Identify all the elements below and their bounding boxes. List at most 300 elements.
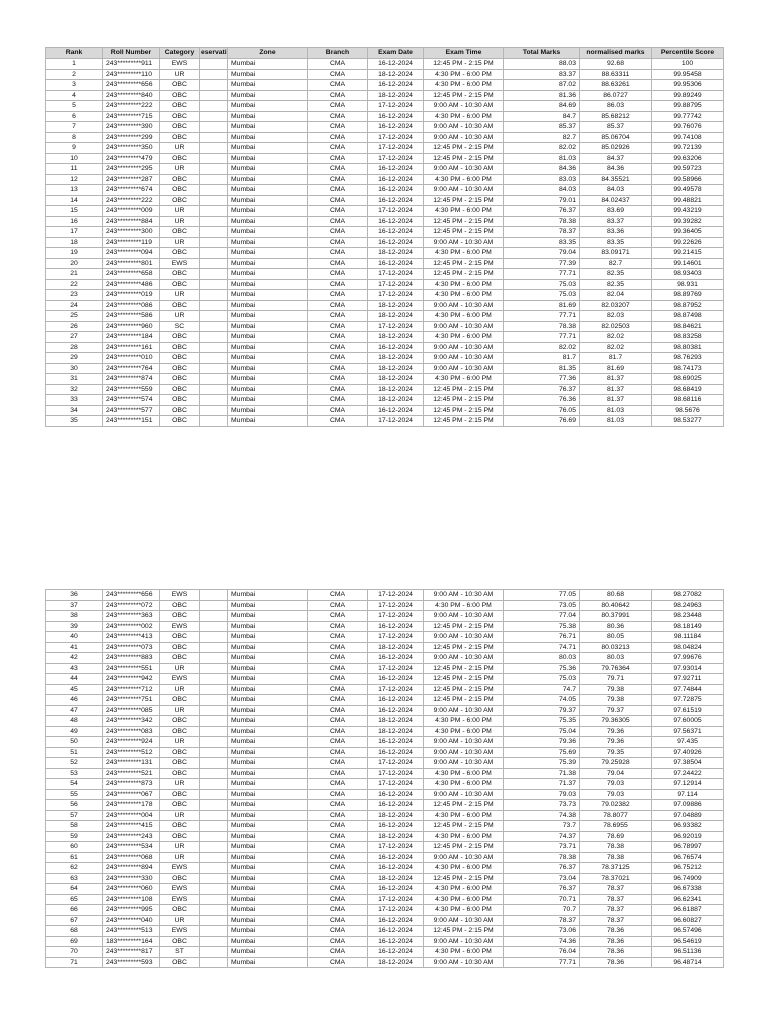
- exam-time-cell: 9:00 AM - 10:30 AM: [424, 237, 504, 248]
- exam-date-cell: 17-12-2024: [368, 663, 424, 674]
- branch-cell: CMA: [308, 674, 368, 685]
- rank-cell: 11: [46, 164, 103, 175]
- percentile-score-cell: 97.56371: [652, 726, 724, 737]
- total-marks-cell: 82.02: [504, 143, 580, 154]
- total-marks-cell: 73.04: [504, 873, 580, 884]
- zone-cell: Mumbai: [228, 353, 308, 364]
- zone-cell: Mumbai: [228, 395, 308, 406]
- branch-cell: CMA: [308, 416, 368, 427]
- rank-cell: 14: [46, 195, 103, 206]
- exam-date-cell: 17-12-2024: [368, 153, 424, 164]
- reservation-cell: [200, 237, 228, 248]
- exam-time-cell: 4:30 PM - 6:00 PM: [424, 290, 504, 301]
- normalised-marks-cell: 78.36: [580, 926, 652, 937]
- exam-date-cell: 17-12-2024: [368, 758, 424, 769]
- exam-time-cell: 4:30 PM - 6:00 PM: [424, 905, 504, 916]
- total-marks-cell: 75.35: [504, 716, 580, 727]
- roll-number-cell: 243*********067: [103, 789, 160, 800]
- roll-number-cell: 243*********656: [103, 80, 160, 91]
- reservation-cell: [200, 674, 228, 685]
- reservation-cell: [200, 957, 228, 968]
- percentile-score-cell: 98.23448: [652, 611, 724, 622]
- rank-cell: 64: [46, 884, 103, 895]
- rank-cell: 16: [46, 216, 103, 227]
- table-row: [46, 237, 724, 248]
- normalised-marks-cell: 81.37: [580, 374, 652, 385]
- roll-number-cell: 243*********086: [103, 300, 160, 311]
- branch-cell: CMA: [308, 185, 368, 196]
- zone-cell: Mumbai: [228, 311, 308, 322]
- total-marks-cell: 77.04: [504, 611, 580, 622]
- table-row: [46, 600, 724, 611]
- rank-cell: 30: [46, 363, 103, 374]
- table-row: [46, 122, 724, 133]
- exam-date-cell: 18-12-2024: [368, 726, 424, 737]
- roll-number-cell: 243*********151: [103, 416, 160, 427]
- rank-cell: 18: [46, 237, 103, 248]
- zone-cell: Mumbai: [228, 143, 308, 154]
- percentile-score-cell: 96.75212: [652, 863, 724, 874]
- reservation-cell: [200, 69, 228, 80]
- rank-cell: 45: [46, 684, 103, 695]
- reservation-cell: [200, 863, 228, 874]
- header-normalised-marks: normalised marks: [580, 48, 652, 59]
- normalised-marks-cell: 78.36: [580, 936, 652, 947]
- zone-cell: Mumbai: [228, 174, 308, 185]
- zone-cell: Mumbai: [228, 374, 308, 385]
- rank-cell: 54: [46, 779, 103, 790]
- table-row: [46, 342, 724, 353]
- exam-time-cell: 9:00 AM - 10:30 AM: [424, 758, 504, 769]
- total-marks-cell: 73.71: [504, 842, 580, 853]
- total-marks-cell: 81.7: [504, 353, 580, 364]
- reservation-cell: [200, 632, 228, 643]
- table-row: [46, 705, 724, 716]
- percentile-score-cell: 96.54619: [652, 936, 724, 947]
- normalised-marks-cell: 83.36: [580, 227, 652, 238]
- category-cell: EWS: [160, 258, 200, 269]
- category-cell: OBC: [160, 279, 200, 290]
- branch-cell: CMA: [308, 321, 368, 332]
- table-row: [46, 132, 724, 143]
- zone-cell: Mumbai: [228, 342, 308, 353]
- table-row: [46, 290, 724, 301]
- branch-cell: CMA: [308, 374, 368, 385]
- percentile-score-cell: 98.68116: [652, 395, 724, 406]
- normalised-marks-cell: 82.35: [580, 269, 652, 280]
- normalised-marks-cell: 88.63311: [580, 69, 652, 80]
- normalised-marks-cell: 84.02437: [580, 195, 652, 206]
- rank-cell: 37: [46, 600, 103, 611]
- rank-cell: 24: [46, 300, 103, 311]
- exam-time-cell: 9:00 AM - 10:30 AM: [424, 705, 504, 716]
- category-cell: OBC: [160, 80, 200, 91]
- total-marks-cell: 76.69: [504, 416, 580, 427]
- roll-number-cell: 243*********009: [103, 206, 160, 217]
- reservation-cell: [200, 80, 228, 91]
- branch-cell: CMA: [308, 164, 368, 175]
- category-cell: EWS: [160, 884, 200, 895]
- total-marks-cell: 73.7: [504, 821, 580, 832]
- reservation-cell: [200, 332, 228, 343]
- category-cell: OBC: [160, 122, 200, 133]
- exam-date-cell: 16-12-2024: [368, 59, 424, 70]
- roll-number-cell: 243*********586: [103, 311, 160, 322]
- category-cell: EWS: [160, 590, 200, 601]
- total-marks-cell: 82.7: [504, 132, 580, 143]
- zone-cell: Mumbai: [228, 957, 308, 968]
- reservation-cell: [200, 258, 228, 269]
- table-row: [46, 405, 724, 416]
- total-marks-cell: 71.38: [504, 768, 580, 779]
- table-row: [46, 831, 724, 842]
- branch-cell: CMA: [308, 800, 368, 811]
- branch-cell: CMA: [308, 80, 368, 91]
- total-marks-cell: 74.7: [504, 684, 580, 695]
- exam-date-cell: 18-12-2024: [368, 716, 424, 727]
- roll-number-cell: 243*********840: [103, 90, 160, 101]
- rank-cell: 34: [46, 405, 103, 416]
- category-cell: OBC: [160, 353, 200, 364]
- branch-cell: CMA: [308, 768, 368, 779]
- exam-date-cell: 16-12-2024: [368, 695, 424, 706]
- table-row: [46, 374, 724, 385]
- exam-date-cell: 16-12-2024: [368, 852, 424, 863]
- zone-cell: Mumbai: [228, 248, 308, 259]
- table-row: [46, 353, 724, 364]
- normalised-marks-cell: 82.02: [580, 332, 652, 343]
- exam-date-cell: 16-12-2024: [368, 258, 424, 269]
- table-row: [46, 90, 724, 101]
- rank-cell: 50: [46, 737, 103, 748]
- branch-cell: CMA: [308, 237, 368, 248]
- category-cell: ST: [160, 947, 200, 958]
- table-row: [46, 258, 724, 269]
- branch-cell: CMA: [308, 653, 368, 664]
- percentile-score-cell: 98.93403: [652, 269, 724, 280]
- rank-cell: 3: [46, 80, 103, 91]
- percentile-score-cell: 99.72139: [652, 143, 724, 154]
- normalised-marks-cell: 79.36: [580, 726, 652, 737]
- table-row: [46, 227, 724, 238]
- normalised-marks-cell: 78.37125: [580, 863, 652, 874]
- exam-time-cell: 4:30 PM - 6:00 PM: [424, 69, 504, 80]
- zone-cell: Mumbai: [228, 101, 308, 112]
- zone-cell: Mumbai: [228, 611, 308, 622]
- normalised-marks-cell: 79.36305: [580, 716, 652, 727]
- exam-date-cell: 18-12-2024: [368, 957, 424, 968]
- percentile-score-cell: 99.21415: [652, 248, 724, 259]
- exam-date-cell: 16-12-2024: [368, 674, 424, 685]
- total-marks-cell: 79.03: [504, 789, 580, 800]
- total-marks-cell: 70.71: [504, 894, 580, 905]
- table-row: [46, 684, 724, 695]
- normalised-marks-cell: 79.36: [580, 737, 652, 748]
- rank-cell: 4: [46, 90, 103, 101]
- exam-date-cell: 16-12-2024: [368, 111, 424, 122]
- category-cell: OBC: [160, 374, 200, 385]
- exam-date-cell: 18-12-2024: [368, 810, 424, 821]
- category-cell: OBC: [160, 821, 200, 832]
- reservation-cell: [200, 915, 228, 926]
- normalised-marks-cell: 79.38: [580, 684, 652, 695]
- exam-time-cell: 12:45 PM - 2:15 PM: [424, 621, 504, 632]
- table-row: [46, 195, 724, 206]
- reservation-cell: [200, 342, 228, 353]
- percentile-score-cell: 96.74909: [652, 873, 724, 884]
- total-marks-cell: 81.03: [504, 153, 580, 164]
- results-table-page-1: [45, 47, 723, 427]
- percentile-score-cell: 97.99676: [652, 653, 724, 664]
- percentile-score-cell: 98.18149: [652, 621, 724, 632]
- roll-number-cell: 243*********287: [103, 174, 160, 185]
- branch-cell: CMA: [308, 957, 368, 968]
- percentile-score-cell: 99.58966: [652, 174, 724, 185]
- branch-cell: CMA: [308, 915, 368, 926]
- exam-date-cell: 17-12-2024: [368, 905, 424, 916]
- rank-cell: 39: [46, 621, 103, 632]
- category-cell: UR: [160, 164, 200, 175]
- exam-time-cell: 4:30 PM - 6:00 PM: [424, 726, 504, 737]
- rank-cell: 29: [46, 353, 103, 364]
- zone-cell: Mumbai: [228, 237, 308, 248]
- exam-time-cell: 9:00 AM - 10:30 AM: [424, 185, 504, 196]
- zone-cell: Mumbai: [228, 663, 308, 674]
- table-row: [46, 395, 724, 406]
- table-row: [46, 300, 724, 311]
- exam-date-cell: 16-12-2024: [368, 747, 424, 758]
- roll-number-cell: 243*********110: [103, 69, 160, 80]
- roll-number-cell: 243*********751: [103, 695, 160, 706]
- exam-date-cell: 18-12-2024: [368, 248, 424, 259]
- table-row: [46, 80, 724, 91]
- percentile-score-cell: 100: [652, 59, 724, 70]
- roll-number-cell: 243*********658: [103, 269, 160, 280]
- branch-cell: CMA: [308, 600, 368, 611]
- total-marks-cell: 74.05: [504, 695, 580, 706]
- total-marks-cell: 81.35: [504, 363, 580, 374]
- category-cell: OBC: [160, 873, 200, 884]
- category-cell: SC: [160, 321, 200, 332]
- rank-cell: 59: [46, 831, 103, 842]
- category-cell: OBC: [160, 395, 200, 406]
- category-cell: OBC: [160, 300, 200, 311]
- table-row: [46, 884, 724, 895]
- table-row: [46, 621, 724, 632]
- zone-cell: Mumbai: [228, 842, 308, 853]
- rank-cell: 23: [46, 290, 103, 301]
- rank-cell: 26: [46, 321, 103, 332]
- zone-cell: Mumbai: [228, 111, 308, 122]
- results-table-continued: [45, 589, 724, 968]
- table-row: [46, 216, 724, 227]
- total-marks-cell: 80.03: [504, 653, 580, 664]
- exam-time-cell: 9:00 AM - 10:30 AM: [424, 852, 504, 863]
- reservation-cell: [200, 905, 228, 916]
- exam-time-cell: 9:00 AM - 10:30 AM: [424, 321, 504, 332]
- exam-date-cell: 17-12-2024: [368, 132, 424, 143]
- exam-date-cell: 17-12-2024: [368, 632, 424, 643]
- branch-cell: CMA: [308, 111, 368, 122]
- category-cell: EWS: [160, 926, 200, 937]
- total-marks-cell: 79.04: [504, 248, 580, 259]
- table-row: [46, 174, 724, 185]
- category-cell: OBC: [160, 195, 200, 206]
- exam-time-cell: 9:00 AM - 10:30 AM: [424, 936, 504, 947]
- reservation-cell: [200, 363, 228, 374]
- exam-time-cell: 12:45 PM - 2:15 PM: [424, 143, 504, 154]
- total-marks-cell: 74.71: [504, 642, 580, 653]
- table-row: [46, 957, 724, 968]
- roll-number-cell: 183*********164: [103, 936, 160, 947]
- exam-time-cell: 4:30 PM - 6:00 PM: [424, 768, 504, 779]
- category-cell: OBC: [160, 957, 200, 968]
- zone-cell: Mumbai: [228, 185, 308, 196]
- header-zone: Zone: [228, 48, 308, 59]
- category-cell: EWS: [160, 894, 200, 905]
- table-row: [46, 789, 724, 800]
- normalised-marks-cell: 81.03: [580, 405, 652, 416]
- category-cell: UR: [160, 311, 200, 322]
- exam-time-cell: 4:30 PM - 6:00 PM: [424, 206, 504, 217]
- reservation-cell: [200, 279, 228, 290]
- exam-time-cell: 12:45 PM - 2:15 PM: [424, 642, 504, 653]
- percentile-score-cell: 96.67338: [652, 884, 724, 895]
- zone-cell: Mumbai: [228, 164, 308, 175]
- percentile-score-cell: 99.77742: [652, 111, 724, 122]
- category-cell: EWS: [160, 674, 200, 685]
- total-marks-cell: 78.38: [504, 852, 580, 863]
- normalised-marks-cell: 79.76364: [580, 663, 652, 674]
- zone-cell: Mumbai: [228, 269, 308, 280]
- rank-cell: 57: [46, 810, 103, 821]
- percentile-score-cell: 99.36405: [652, 227, 724, 238]
- category-cell: OBC: [160, 747, 200, 758]
- zone-cell: Mumbai: [228, 747, 308, 758]
- exam-date-cell: 18-12-2024: [368, 384, 424, 395]
- total-marks-cell: 84.7: [504, 111, 580, 122]
- reservation-cell: [200, 132, 228, 143]
- normalised-marks-cell: 86.0727: [580, 90, 652, 101]
- percentile-score-cell: 99.39282: [652, 216, 724, 227]
- normalised-marks-cell: 79.71: [580, 674, 652, 685]
- zone-cell: Mumbai: [228, 122, 308, 133]
- normalised-marks-cell: 84.35521: [580, 174, 652, 185]
- roll-number-cell: 243*********486: [103, 279, 160, 290]
- total-marks-cell: 75.03: [504, 290, 580, 301]
- branch-cell: CMA: [308, 122, 368, 133]
- reservation-cell: [200, 821, 228, 832]
- table-row: [46, 632, 724, 643]
- exam-date-cell: 18-12-2024: [368, 363, 424, 374]
- percentile-score-cell: 99.43219: [652, 206, 724, 217]
- reservation-cell: [200, 716, 228, 727]
- reservation-cell: [200, 747, 228, 758]
- normalised-marks-cell: 81.37: [580, 384, 652, 395]
- zone-cell: Mumbai: [228, 800, 308, 811]
- reservation-cell: [200, 143, 228, 154]
- zone-cell: Mumbai: [228, 590, 308, 601]
- exam-date-cell: 16-12-2024: [368, 122, 424, 133]
- percentile-score-cell: 97.92711: [652, 674, 724, 685]
- percentile-score-cell: 99.48821: [652, 195, 724, 206]
- category-cell: OBC: [160, 611, 200, 622]
- branch-cell: CMA: [308, 132, 368, 143]
- exam-time-cell: 9:00 AM - 10:30 AM: [424, 342, 504, 353]
- reservation-cell: [200, 405, 228, 416]
- total-marks-cell: 76.36: [504, 395, 580, 406]
- zone-cell: Mumbai: [228, 768, 308, 779]
- category-cell: OBC: [160, 363, 200, 374]
- zone-cell: Mumbai: [228, 810, 308, 821]
- branch-cell: CMA: [308, 695, 368, 706]
- normalised-marks-cell: 80.05: [580, 632, 652, 643]
- branch-cell: CMA: [308, 789, 368, 800]
- table-row: [46, 779, 724, 790]
- exam-time-cell: 12:45 PM - 2:15 PM: [424, 90, 504, 101]
- roll-number-cell: 243*********801: [103, 258, 160, 269]
- total-marks-cell: 79.37: [504, 705, 580, 716]
- category-cell: OBC: [160, 416, 200, 427]
- rank-cell: 66: [46, 905, 103, 916]
- roll-number-cell: 243*********108: [103, 894, 160, 905]
- table-row: [46, 416, 724, 427]
- category-cell: OBC: [160, 342, 200, 353]
- normalised-marks-cell: 85.02926: [580, 143, 652, 154]
- zone-cell: Mumbai: [228, 80, 308, 91]
- percentile-score-cell: 98.53277: [652, 416, 724, 427]
- reservation-cell: [200, 705, 228, 716]
- total-marks-cell: 85.37: [504, 122, 580, 133]
- branch-cell: CMA: [308, 101, 368, 112]
- category-cell: UR: [160, 842, 200, 853]
- branch-cell: CMA: [308, 279, 368, 290]
- branch-cell: CMA: [308, 384, 368, 395]
- branch-cell: CMA: [308, 663, 368, 674]
- percentile-score-cell: 98.87952: [652, 300, 724, 311]
- category-cell: OBC: [160, 936, 200, 947]
- zone-cell: Mumbai: [228, 216, 308, 227]
- zone-cell: Mumbai: [228, 621, 308, 632]
- category-cell: OBC: [160, 174, 200, 185]
- reservation-cell: [200, 311, 228, 322]
- reservation-cell: [200, 873, 228, 884]
- zone-cell: Mumbai: [228, 300, 308, 311]
- category-cell: OBC: [160, 227, 200, 238]
- category-cell: UR: [160, 663, 200, 674]
- reservation-cell: [200, 590, 228, 601]
- normalised-marks-cell: 82.02503: [580, 321, 652, 332]
- reservation-cell: [200, 653, 228, 664]
- zone-cell: Mumbai: [228, 321, 308, 332]
- category-cell: OBC: [160, 716, 200, 727]
- reservation-cell: [200, 227, 228, 238]
- percentile-score-cell: 96.62341: [652, 894, 724, 905]
- normalised-marks-cell: 85.37: [580, 122, 652, 133]
- branch-cell: CMA: [308, 342, 368, 353]
- header-rank: Rank: [46, 48, 103, 59]
- total-marks-cell: 79.36: [504, 737, 580, 748]
- exam-time-cell: 12:45 PM - 2:15 PM: [424, 821, 504, 832]
- roll-number-cell: 243*********019: [103, 290, 160, 301]
- exam-time-cell: 9:00 AM - 10:30 AM: [424, 789, 504, 800]
- branch-cell: CMA: [308, 884, 368, 895]
- total-marks-cell: 77.71: [504, 311, 580, 322]
- total-marks-cell: 75.69: [504, 747, 580, 758]
- rank-cell: 60: [46, 842, 103, 853]
- zone-cell: Mumbai: [228, 821, 308, 832]
- branch-cell: CMA: [308, 716, 368, 727]
